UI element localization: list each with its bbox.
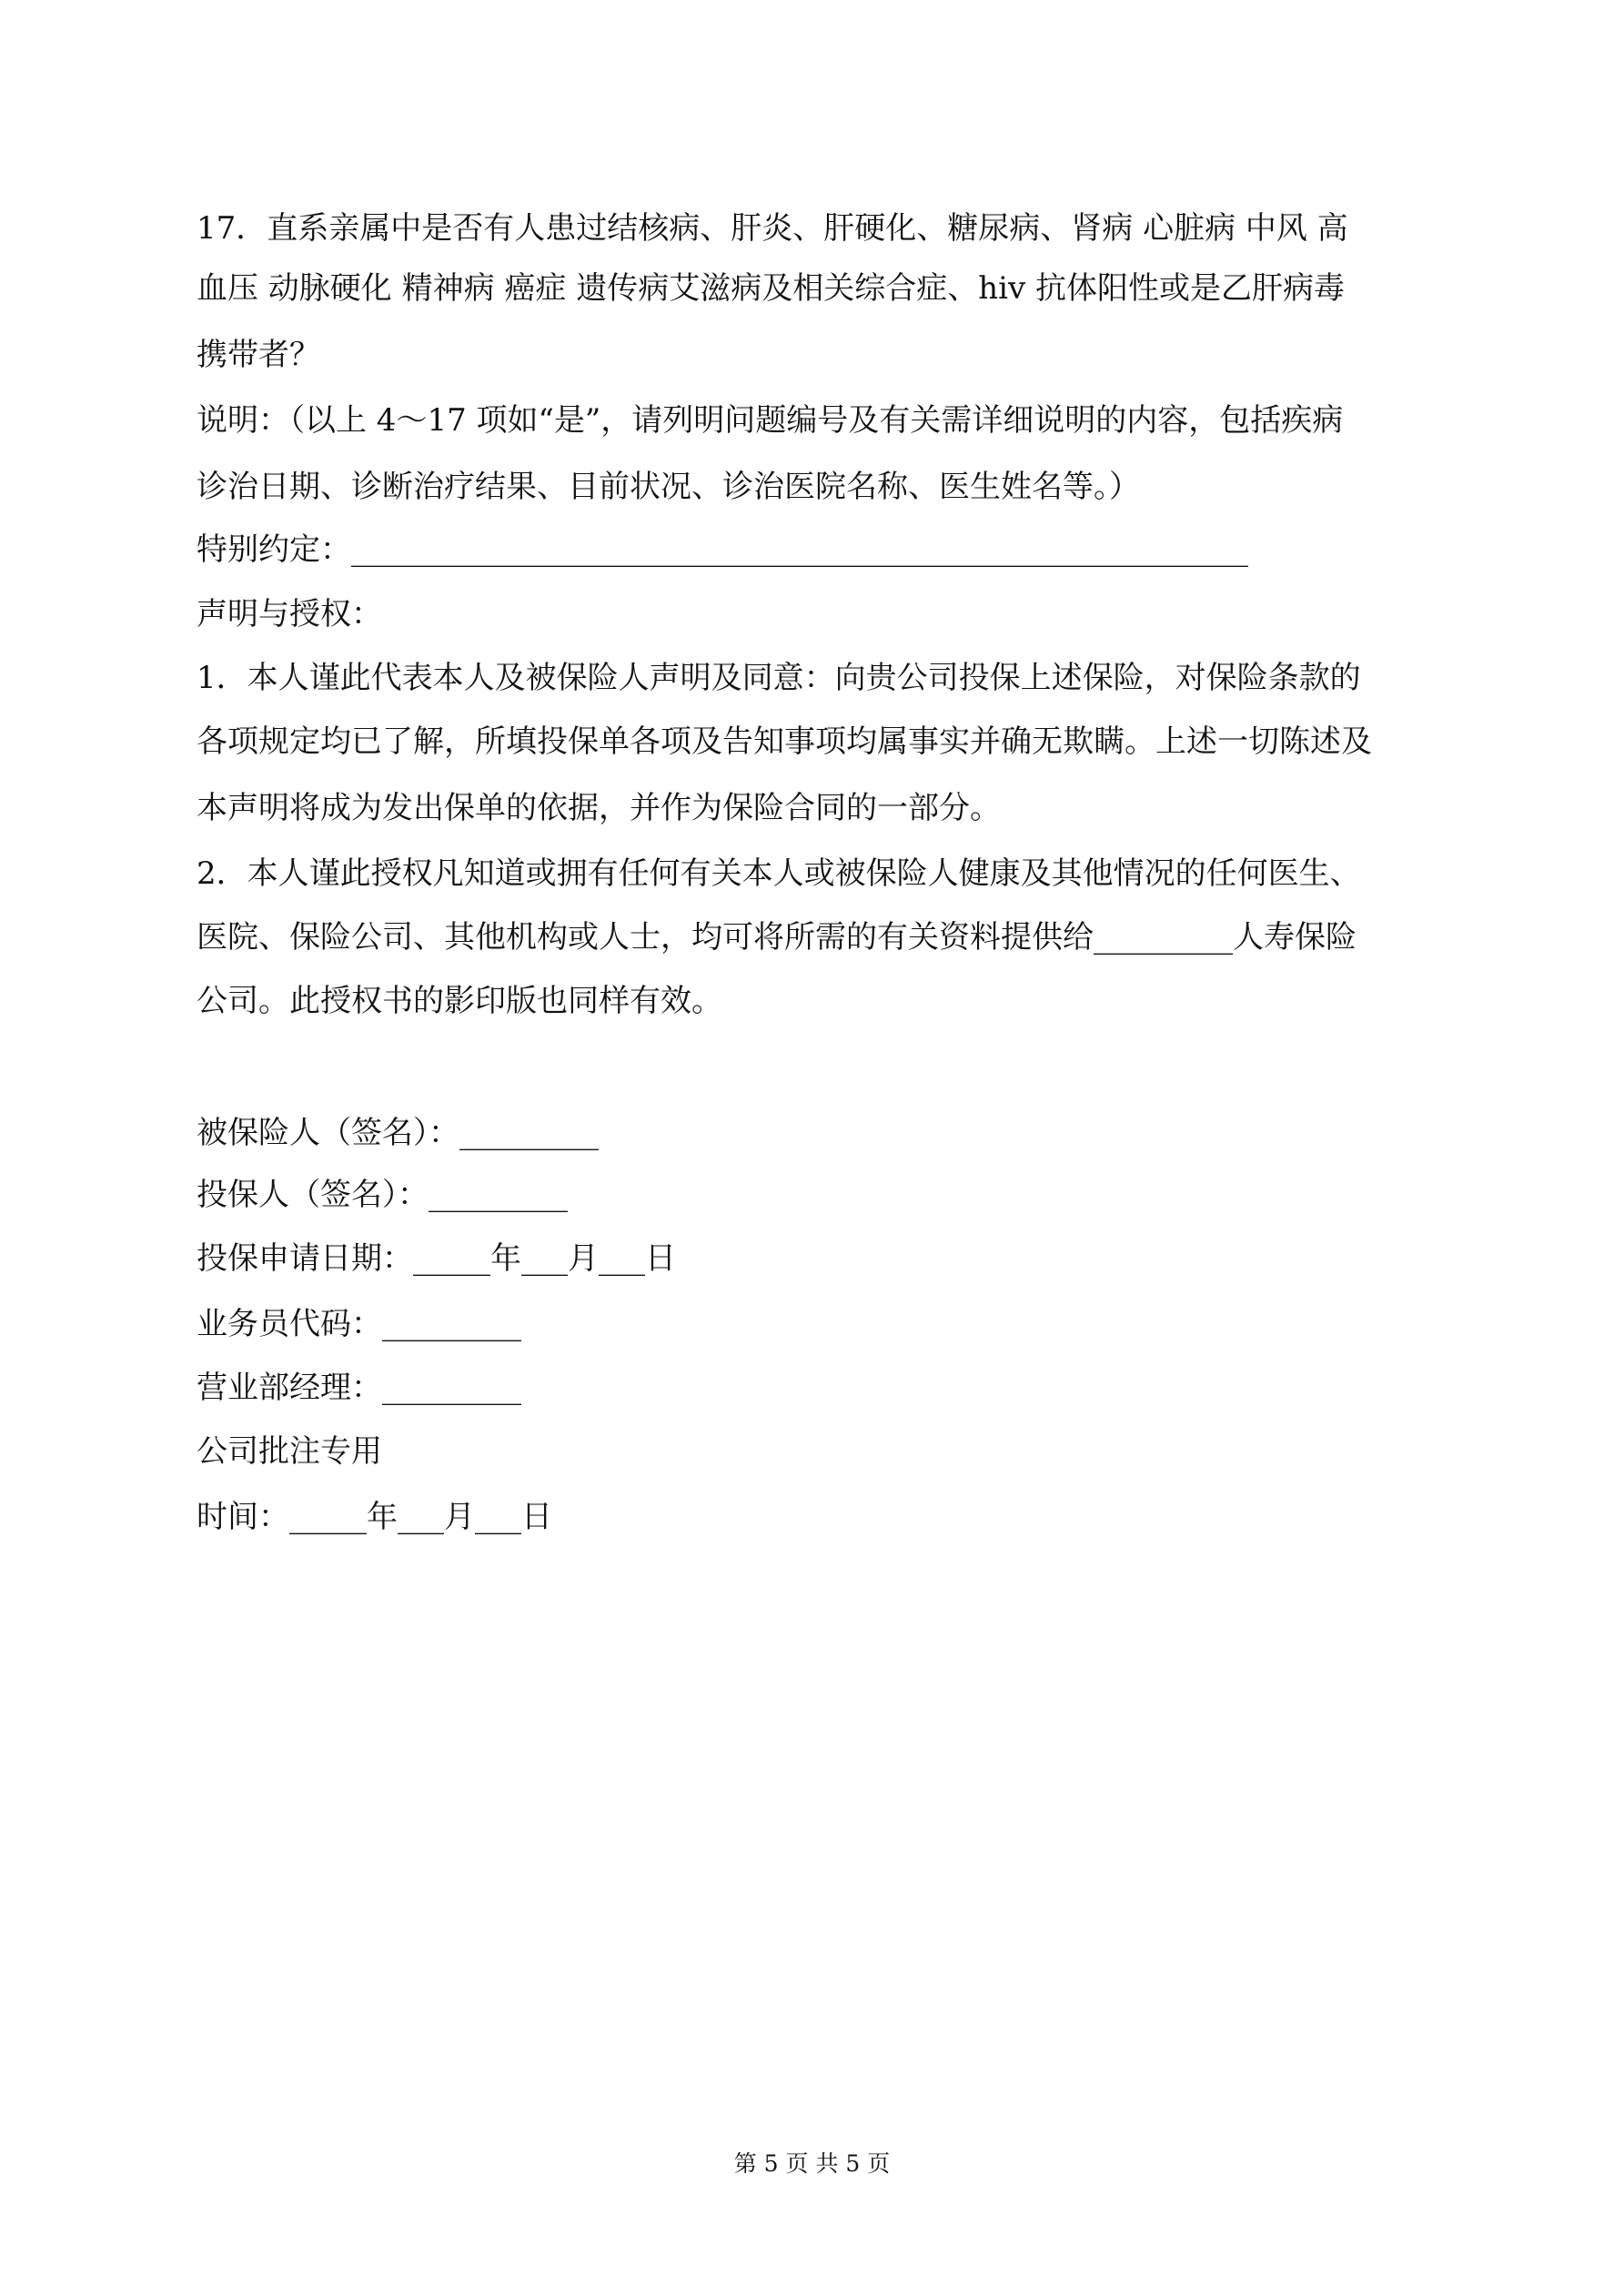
explanation-line-2: 诊治日期、诊断治疗结果、目前状况、诊治医院名称、医生姓名等。） xyxy=(197,469,1140,505)
branch-manager-field: 营业部经理：_________ xyxy=(197,1370,521,1406)
company-use-label: 公司批注专用 xyxy=(197,1433,382,1470)
page-number-footer: 第 5 页 共 5 页 xyxy=(733,2150,891,2177)
declaration-item-1-line-1: 1．本人谨此代表本人及被保险人声明及同意：向贵公司投保上述保险，对保险条款的 xyxy=(197,660,1361,696)
declaration-item-1-line-2: 各项规定均已了解，所填投保单各项及告知事项均属事实并确无欺瞒。上述一切陈述及 xyxy=(197,723,1372,760)
applicant-signature-field: 投保人（签名）：_________ xyxy=(197,1177,568,1213)
question-17-line-3: 携带者？ xyxy=(197,337,320,373)
special-agreement-line: 特别约定：__________________________________________________________ xyxy=(197,531,1248,568)
explanation-line-1: 说明：（以上 4～17 项如“是”，请列明问题编号及有关需详细说明的内容，包括疾病 xyxy=(197,402,1344,439)
declaration-item-2-line-3: 公司。此授权书的影印版也同样有效。 xyxy=(197,983,722,1019)
declaration-heading: 声明与授权： xyxy=(197,596,382,632)
declaration-item-2-line-2: 医院、保险公司、其他机构或人士，均可将所需的有关资料提供给_________人寿保险 xyxy=(197,919,1357,956)
time-field: 时间：_____年___月___日 xyxy=(197,1499,552,1535)
declaration-item-2-line-1: 2．本人谨此授权凡知道或拥有任何有关本人或被保险人健康及其他情况的任何医生、 xyxy=(197,855,1361,892)
declaration-item-1-line-3: 本声明将成为发出保单的依据，并作为保险合同的一部分。 xyxy=(197,790,1001,826)
agent-code-field: 业务员代码：_________ xyxy=(197,1306,521,1342)
question-17-line-2: 血压 动脉硬化 精神病 癌症 遗传病艾滋病及相关综合症、hiv 抗体阳性或是乙肝病毒 xyxy=(197,270,1346,307)
application-date-field: 投保申请日期：_____年___月___日 xyxy=(197,1240,676,1277)
insured-signature-field: 被保险人（签名）：_________ xyxy=(197,1115,599,1151)
question-17-line-1: 17．直系亲属中是否有人患过结核病、肝炎、肝硬化、糖尿病、肾病 心脏病 中风 高 xyxy=(197,210,1348,247)
